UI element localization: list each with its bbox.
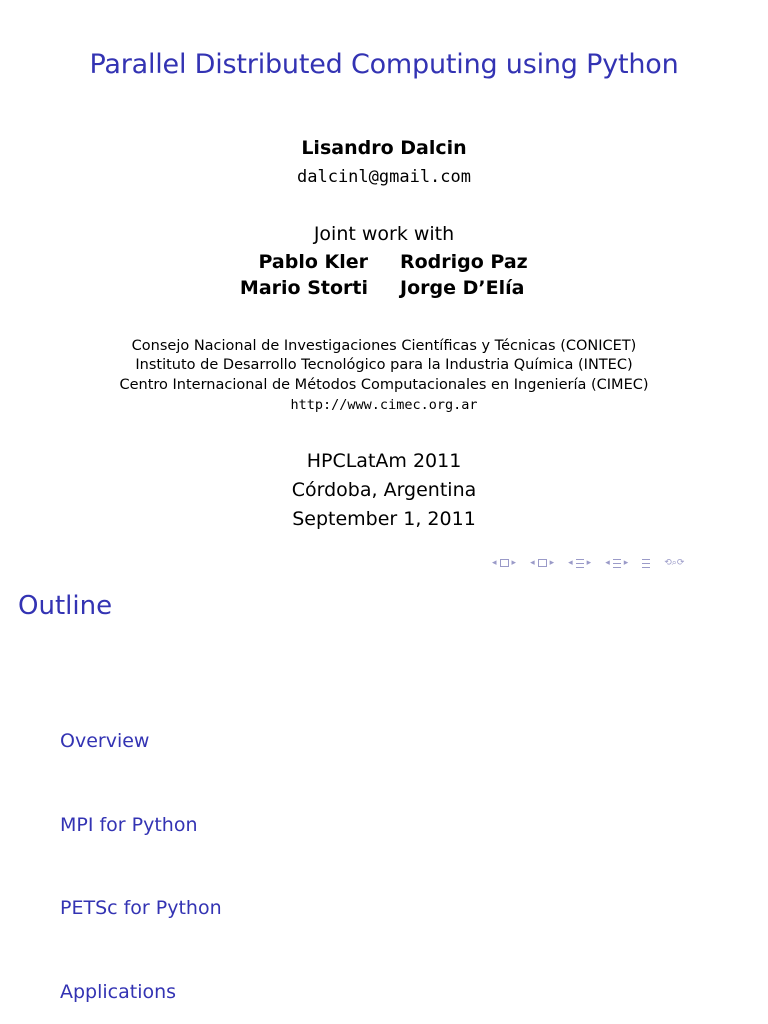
- nav-prev-subsection-icon[interactable]: ◂: [530, 558, 535, 568]
- nav-next-section-icon[interactable]: ▸: [586, 558, 592, 568]
- toc-item-overview[interactable]: Overview: [60, 730, 150, 752]
- presentation-title: Parallel Distributed Computing using Python: [89, 49, 679, 80]
- institution-line: Instituto de Desarrollo Tecnológico para la Industria Química (INTEC): [135, 357, 633, 373]
- nav-search-icon[interactable]: ⟲⌕⟳: [664, 558, 685, 568]
- author-email: dalcinl@gmail.com: [297, 167, 471, 187]
- nav-prev-frame-icon[interactable]: ◂: [492, 558, 497, 568]
- nav-next-subsection-icon[interactable]: ▸: [549, 558, 555, 568]
- institution-line: Centro Internacional de Métodos Computacionales en Ingeniería (CIMEC): [119, 377, 649, 393]
- collaborator-name: Pablo Kler: [258, 251, 368, 273]
- beamer-navigation-bar: [492, 556, 762, 570]
- conference-name: HPCLatAm 2011: [306, 450, 462, 472]
- toc-item-petsc-for-python[interactable]: PETSc for Python: [60, 897, 222, 919]
- nav-prev-part-icon[interactable]: ◂: [605, 558, 610, 568]
- nav-align-icon[interactable]: [642, 559, 650, 568]
- nav-subsection-icon[interactable]: [538, 559, 547, 567]
- nav-next-part-icon[interactable]: ▸: [623, 558, 629, 568]
- joint-work-label: Joint work with: [313, 223, 455, 245]
- collaborators-grid: [0, 251, 768, 299]
- conference-city: Córdoba, Argentina: [291, 479, 477, 501]
- toc-item-applications[interactable]: Applications: [60, 981, 177, 1003]
- nav-next-frame-icon[interactable]: ▸: [511, 558, 517, 568]
- nav-part-icon[interactable]: [613, 559, 621, 568]
- collaborator-name: Mario Storti: [239, 277, 368, 299]
- toc-item-mpi-for-python[interactable]: MPI for Python: [60, 814, 198, 836]
- nav-section-icon[interactable]: [576, 559, 584, 568]
- institution-url[interactable]: http://www.cimec.org.ar: [290, 397, 478, 413]
- institution-line: Consejo Nacional de Investigaciones Científicas y Técnicas (CONICET): [131, 338, 637, 354]
- collaborator-name: Rodrigo Paz: [400, 251, 528, 273]
- nav-prev-section-icon[interactable]: ◂: [568, 558, 573, 568]
- conference-date: September 1, 2011: [292, 508, 476, 530]
- author-name: Lisandro Dalcin: [301, 137, 467, 159]
- nav-frame-icon[interactable]: [500, 559, 509, 567]
- outline-title: Outline: [18, 591, 113, 621]
- collaborator-name: Jorge D’Elía: [400, 277, 525, 299]
